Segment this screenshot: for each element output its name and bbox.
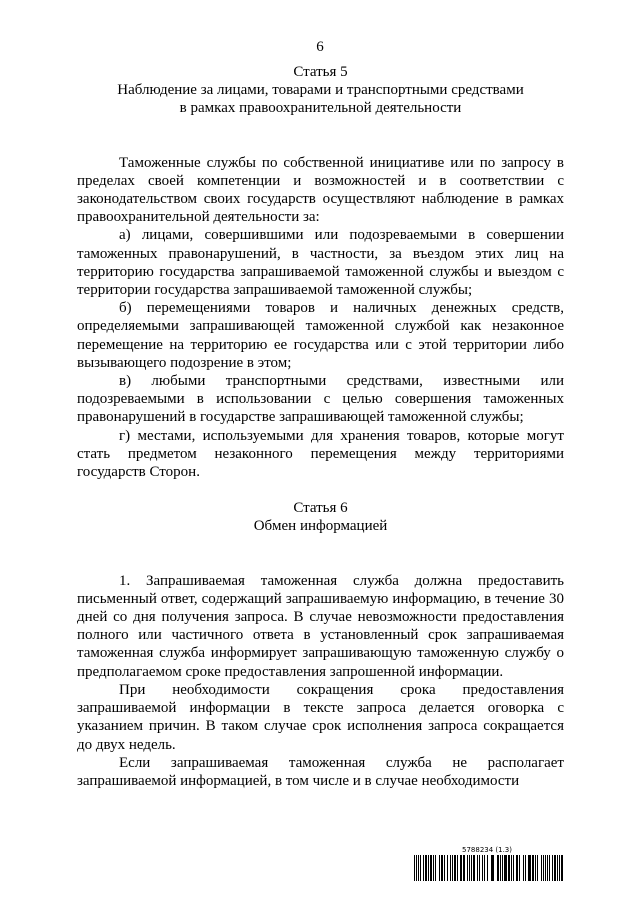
- document-body: [77, 63, 564, 790]
- article-6-title: Статья 6: [293, 500, 348, 517]
- document-footer: [414, 846, 564, 881]
- article-5-paragraph-a: а) лицами, совершившими или подозреваемыми в совершении таможенных правонарушений, в частности, за въездом этих лиц на территорию государства запрашиваемой таможенной службы и выездом с территории государства запрашиваемой таможенной службы;: [77, 227, 564, 299]
- article-6-paragraph-2: При необходимости сокращения срока предоставления запрашиваемой информации в тексте запроса делается оговорка с указанием причин. В таком случае срок исполнения запроса сокращается до двух недель.: [77, 681, 564, 753]
- page-number: 6: [316, 39, 324, 55]
- article-5-subtitle-line-1: Наблюдение за лицами, товарами и транспортными средствами: [117, 82, 524, 99]
- article-6-paragraph-1: 1. Запрашиваемая таможенная служба должна предоставить письменный ответ, содержащий запрашиваемую информацию, в течение 30 дней со дня получения запроса. В случае невозможности предоставления полного или частичного ответа в установленный срок запрашиваемая таможенная служба информирует запрашивающую таможенную службу о предполагаемом сроке предоставления запрошенной информации.: [77, 572, 564, 680]
- article-5-paragraph-v: в) любыми транспортными средствами, известными или подозреваемыми в использовании с целью совершения таможенных правонарушений в государстве запрашивающей таможенной службы;: [77, 373, 564, 426]
- article-5-paragraph-intro: Таможенные службы по собственной инициативе или по запросу в пределах своей компетенции и возможностей и в соответствии с законодательством своих государств осуществляют наблюдение в рамках правоохранительной деятельности за:: [77, 154, 564, 226]
- article-6-subtitle: Обмен информацией: [253, 518, 388, 535]
- barcode-code: 5788234 (1.3): [462, 846, 512, 854]
- barcode-icon: [414, 855, 564, 881]
- article-5-paragraph-g: г) местами, используемыми для хранения товаров, которые могут стать предметом незаконного перемещения между территориями государств Сторон.: [77, 427, 564, 481]
- article-5: [77, 63, 564, 481]
- article-5-title: Статья 5: [293, 64, 348, 80]
- article-6: [77, 499, 564, 790]
- article-5-paragraph-b: б) перемещениями товаров и наличных денежных средств, определяемыми запрашивающей таможенной службой как незаконное перемещение на территорию ее государства или с этой территории либо вызывающего подозрение в этом;: [77, 300, 564, 371]
- article-6-paragraph-3: Если запрашиваемая таможенная служба не располагает запрашиваемой информацией, в том числе и в случае необходимости: [77, 754, 564, 789]
- article-5-subtitle-line-2: в рамках правоохранительной деятельности: [179, 100, 462, 117]
